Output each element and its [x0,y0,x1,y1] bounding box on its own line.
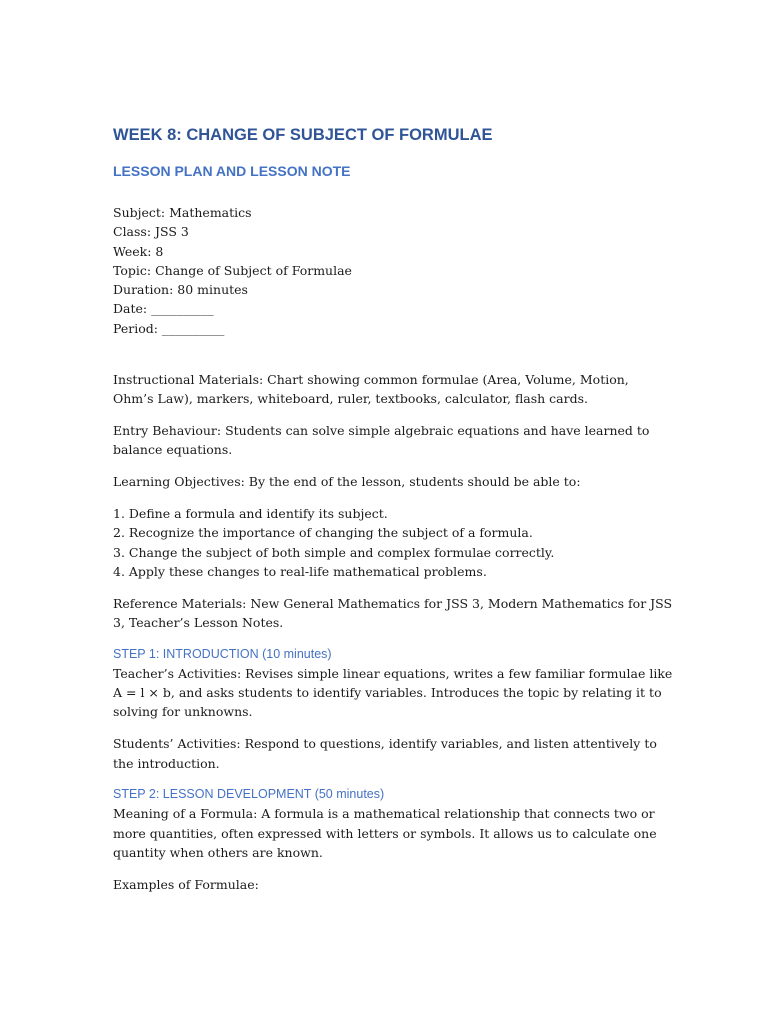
entry-behaviour-paragraph: Entry Behaviour: Students can solve simple algebraic equations and have learned to balance equations. [113,423,650,458]
objective-item: 2. Recognize the importance of changing the subject of a formula. [113,525,533,541]
document-page [113,125,673,894]
instructional-materials-paragraph: Instructional Materials: Chart showing common formulae (Area, Volume, Motion, Ohm’s Law), markers, whiteboard, ruler, textbooks, calculator, flash cards. [113,372,629,407]
learning-objectives-paragraph: Learning Objectives: By the end of the lesson, students should be able to: [113,474,581,490]
info-subject: Subject: Mathematics [113,205,252,220]
document-title: WEEK 8: CHANGE OF SUBJECT OF FORMULAE [113,126,493,144]
step1-heading: STEP 1: INTRODUCTION (10 minutes) [113,646,332,661]
info-period: Period: __________ [113,320,225,336]
info-date: Date: __________ [113,301,214,317]
objective-item: 1. Define a formula and identify its subject. [113,506,388,522]
objectives-list [113,504,673,581]
objective-item: 4. Apply these changes to real-life mathematical problems. [113,563,487,579]
examples-heading: Examples of Formulae: [113,876,259,892]
info-duration: Duration: 80 minutes [113,282,248,298]
lesson-info-block [113,203,673,338]
info-topic: Topic: Change of Subject of Formulae [113,262,352,278]
objective-item: 3. Change the subject of both simple and complex formulae correctly. [113,544,555,560]
step2-heading: STEP 2: LESSON DEVELOPMENT (50 minutes) [113,787,385,802]
document-subtitle: LESSON PLAN AND LESSON NOTE [113,163,351,179]
info-class: Class: JSS 3 [113,224,189,240]
info-week: Week: 8 [113,243,164,259]
step1-students-activities: Students’ Activities: Respond to questions, identify variables, and listen attentively to the introduction. [113,736,657,771]
reference-materials-paragraph: Reference Materials: New General Mathematics for JSS 3, Modern Mathematics for JSS 3, Teacher’s Lesson Notes. [113,595,673,631]
step1-teacher-activities: Teacher’s Activities: Revises simple linear equations, writes a few familiar formulae like A = l × b, and asks students to identify variables. Introduces the topic by relating it to solving for unknowns. [113,665,673,720]
step2-meaning-of-formula: Meaning of a Formula: A formula is a mathematical relationship that connects two or more quantities, often expressed with letters or symbols. It allows us to calculate one quantity when others are known. [113,806,657,860]
